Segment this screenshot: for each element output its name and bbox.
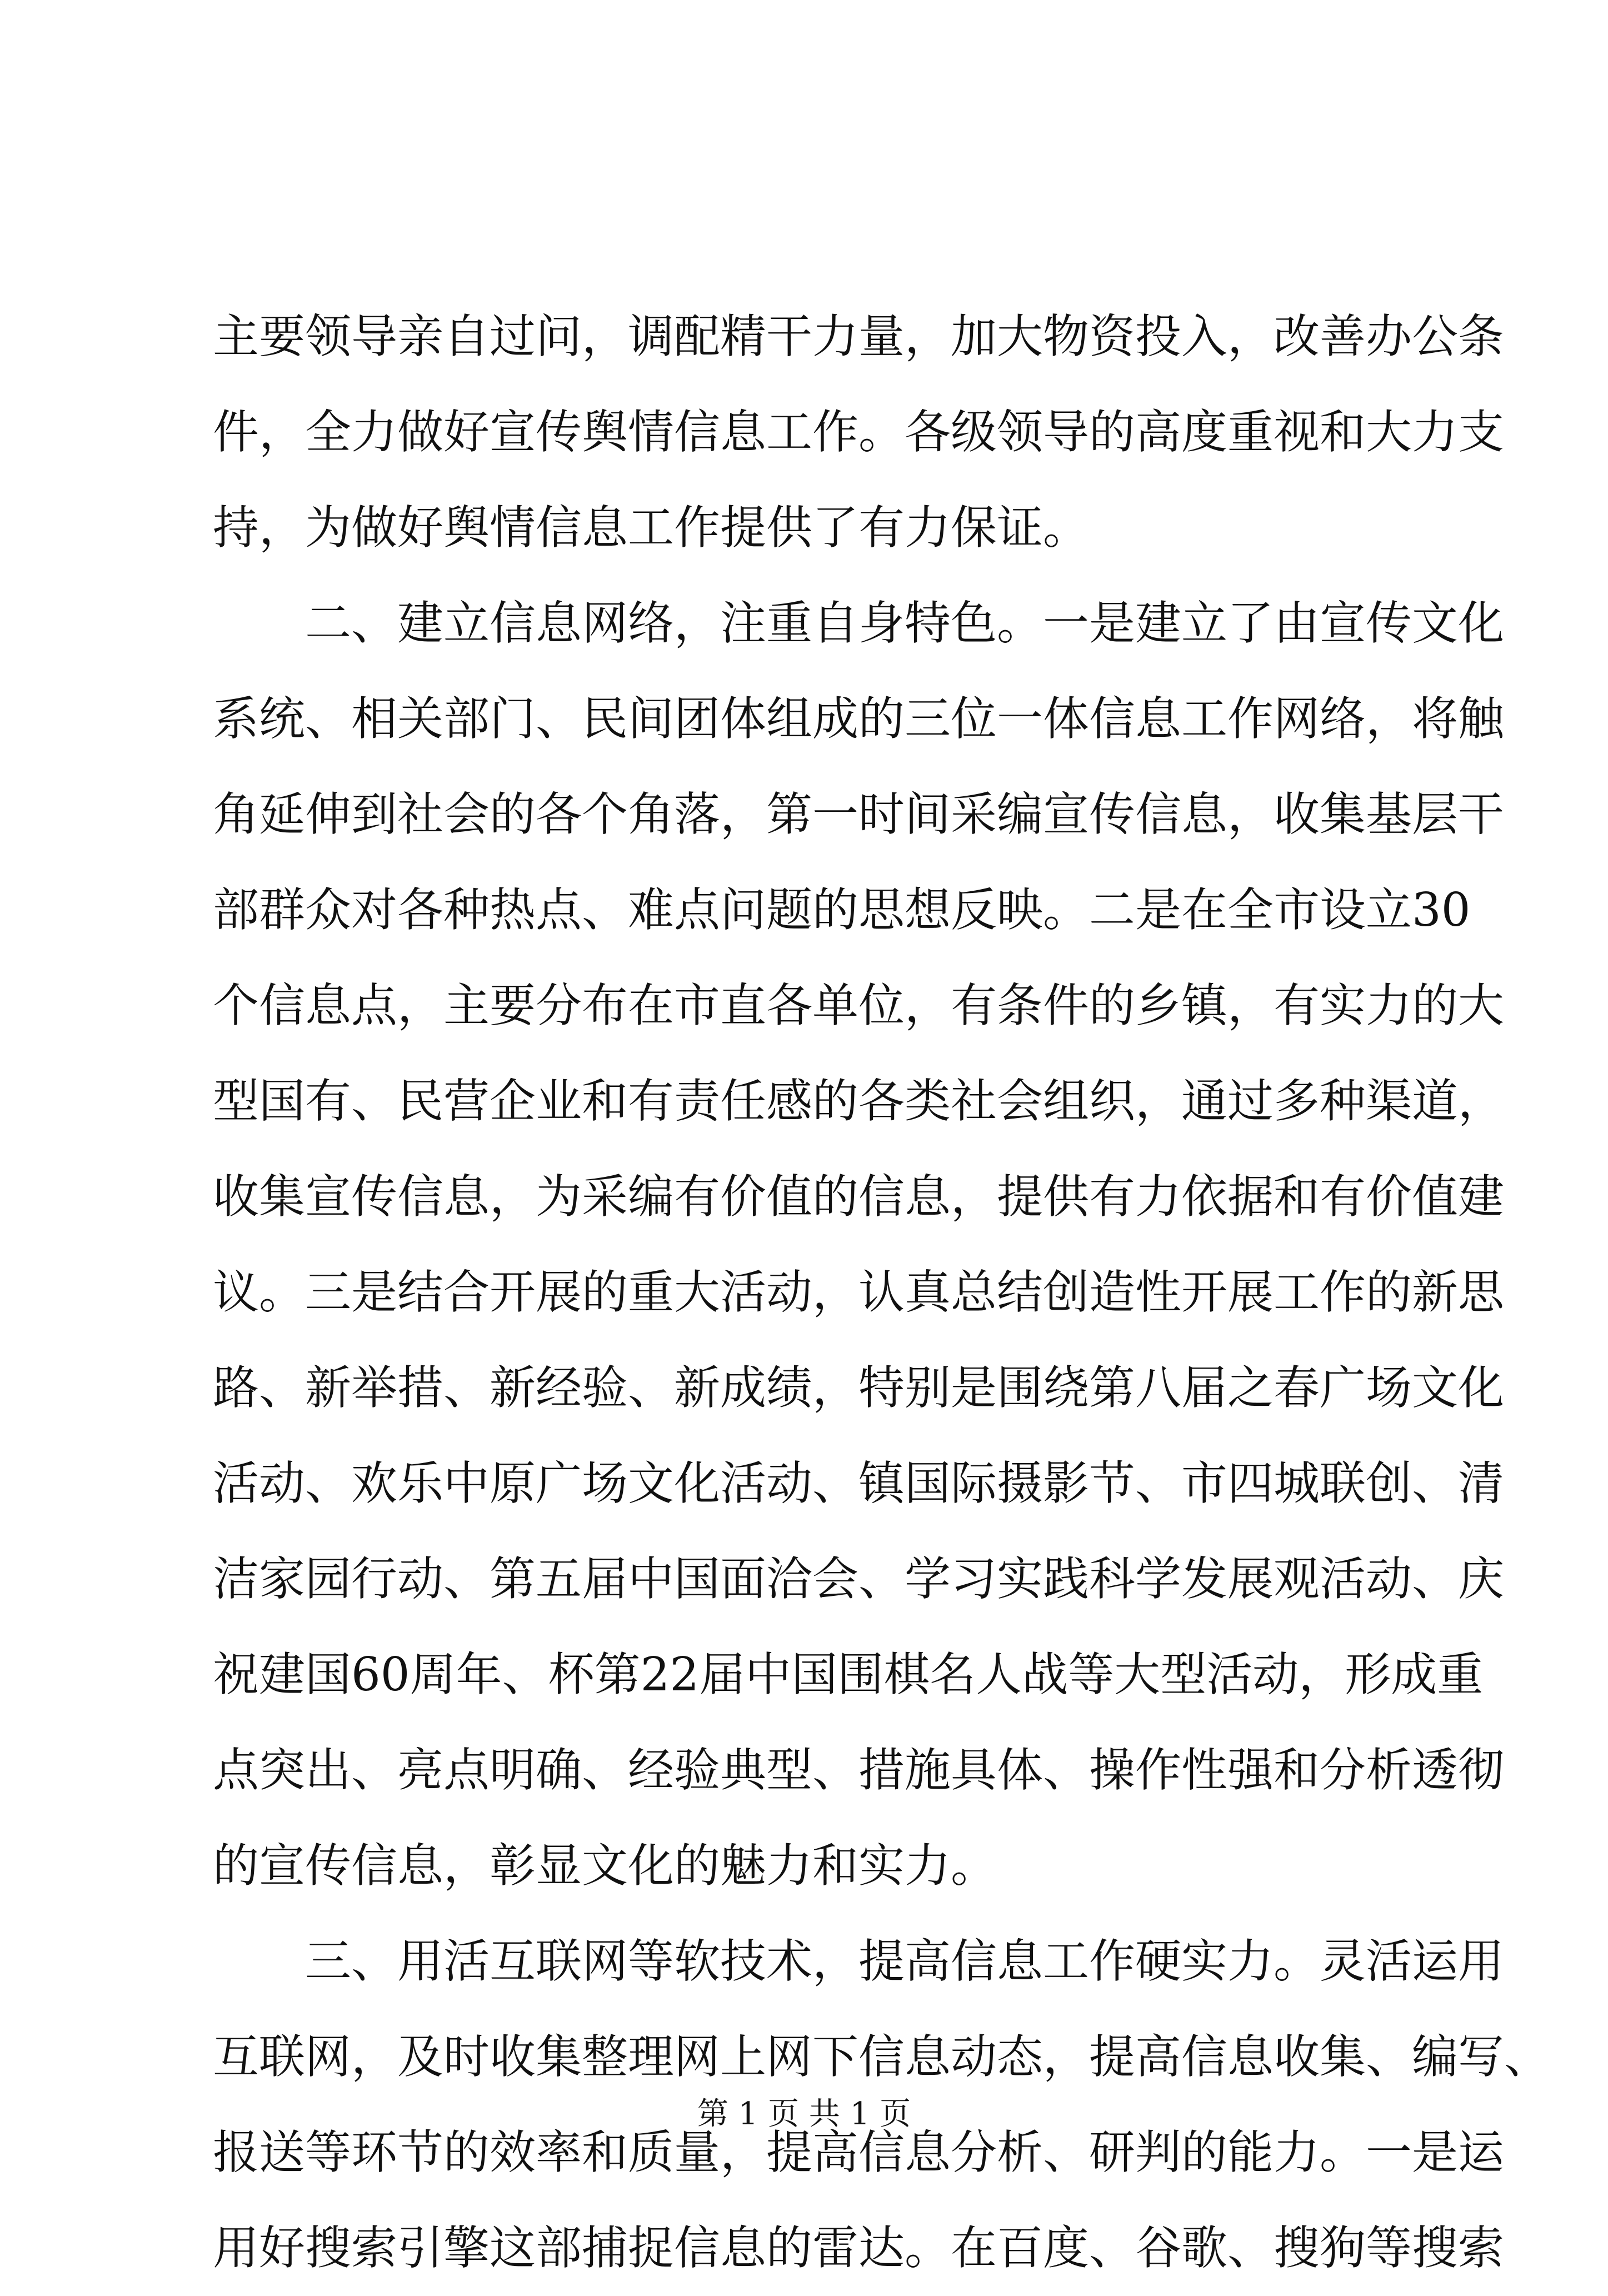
text-line: 报送等环节的效率和质量，提高信息分析、研判的能力。一是运: [213, 2125, 1504, 2179]
text-line: 祝建国60周年、杯第22届中国围棋名人战等大型活动，形成重: [213, 1648, 1484, 1701]
text-line: 三、用活互联网等软技术，提高信息工作硬实力。灵活运用: [305, 1934, 1504, 1988]
text-line: 角延伸到社会的各个角落，第一时间采编宣传信息，收集基层干: [213, 787, 1504, 841]
text-line: 系统、相关部门、民间团体组成的三位一体信息工作网络，将触: [213, 692, 1504, 746]
document-body: [213, 289, 1550, 2296]
text-line: 路、新举措、新经验、新成绩，特别是围绕第八届之春广场文化: [213, 1361, 1504, 1415]
text-line: 持，为做好舆情信息工作提供了有力保证。: [213, 501, 1089, 555]
text-line: 用好搜索引擎这部捕捉信息的雷达。在百度、谷歌、搜狗等搜索: [213, 2221, 1504, 2275]
text-line: 部群众对各种热点、难点问题的思想反映。二是在全市设立30: [213, 883, 1471, 937]
text-line: 二、建立信息网络，注重自身特色。一是建立了由宣传文化: [305, 596, 1504, 650]
text-line: 的宣传信息，彰显文化的魅力和实力。: [213, 1839, 997, 1893]
text-line: 互联网，及时收集整理网上网下信息动态，提高信息收集、编写、: [213, 2030, 1550, 2084]
page-number: 第 1 页 共 1 页: [697, 2096, 911, 2132]
text-line: 收集宣传信息，为采编有价值的信息，提供有力依据和有价值建: [213, 1170, 1504, 1224]
text-line: 个信息点，主要分布在市直各单位，有条件的乡镇，有实力的大: [213, 979, 1504, 1032]
text-line: 洁家园行动、第五届中国面洽会、学习实践科学发展观活动、庆: [213, 1552, 1504, 1606]
text-line: 议。三是结合开展的重大活动，认真总结创造性开展工作的新思: [213, 1265, 1504, 1319]
text-line: 点突出、亮点明确、经验典型、措施具体、操作性强和分析透彻: [213, 1743, 1504, 1797]
text-line: 主要领导亲自过问，调配精干力量，加大物资投入，改善办公条: [213, 310, 1504, 363]
text-line: 件，全力做好宣传舆情信息工作。各级领导的高度重视和大力支: [213, 405, 1504, 459]
text-line: 活动、欢乐中原广场文化活动、镇国际摄影节、市四城联创、清: [213, 1456, 1504, 1510]
page-footer: [0, 2089, 1608, 2134]
text-line: 型国有、民营企业和有责任感的各类社会组织，通过多种渠道，: [213, 1074, 1504, 1128]
